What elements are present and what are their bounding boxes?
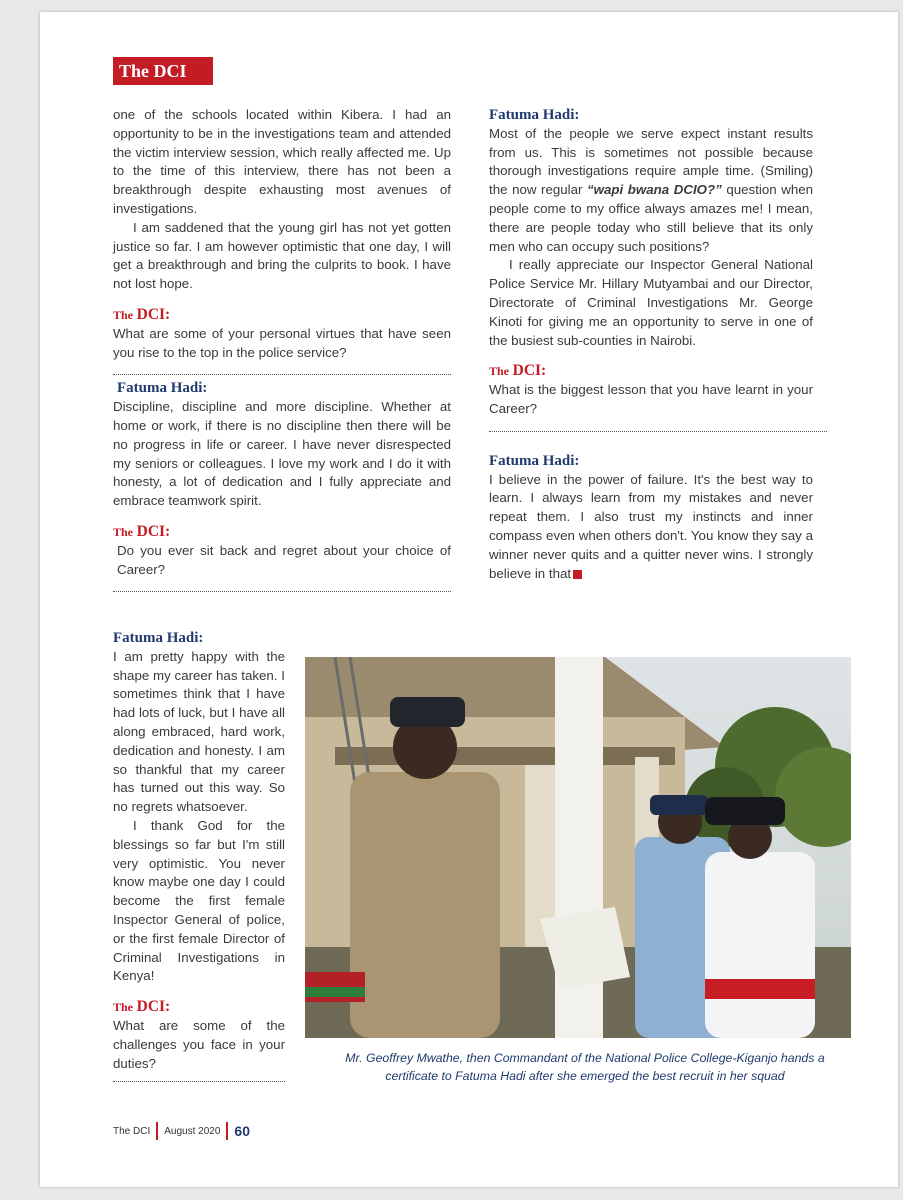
answer-text: Most of the people we serve expect instant results from us. This is sometimes not possible because thorough investigations require ample time. (Smiling) the now regular “wapi bwana DCIO?” question when people come to my office always amazes me! I mean, there are people today who still believe that its only men who can occupy such positions? <box>489 125 814 254</box>
page-number: 60 <box>234 1123 250 1139</box>
dotted-divider <box>113 591 451 592</box>
question-text: What are some of the challenges you face in your duties? <box>113 1017 285 1071</box>
question-text: What is the biggest lesson that you have learnt in your Career? <box>489 382 813 416</box>
end-mark-icon <box>573 570 582 579</box>
paragraph: I am saddened that the young girl has not yet gotten justice so far. I am however optimistic that one day, I will get a breakthrough and bring the culprits to book. I have not lost hope. <box>113 219 451 292</box>
answer-text: I thank God for the blessings so far but I'm still very optimistic. You never know maybe one day I could become the first female Inspector General of police, or the first female Director of Criminal Investigations in Kenya! <box>113 817 285 984</box>
right-column <box>489 106 813 583</box>
footer-magazine-name: The DCI <box>113 1125 151 1137</box>
question-heading: The DCI: <box>489 362 547 380</box>
paragraph: one of the schools located within Kibera. I had an opportunity to be in the investigations team and attended the victim interview session, which really affected me. Up to the time of this interview, there has not been a breakthrough despite exhausting most avenues of investigations. <box>113 107 451 216</box>
question-text: What are some of your personal virtues that have seen you rise to the top in the police service? <box>113 325 451 360</box>
question-heading: The DCI: <box>113 522 171 540</box>
question-text: Do you ever sit back and regret about your choice of Career? <box>117 542 451 577</box>
answer-heading: Fatuma Hadi: <box>489 107 580 123</box>
answer-text: I am pretty happy with the shape my career has taken. I sometimes think that I have had lots of luck, but I have all along embraced, hard work, dedication and honesty. I am so thankful that my career has turned out this way. So no regrets whatsoever. <box>113 648 285 815</box>
question-heading: The DCI: <box>113 305 171 323</box>
left-column <box>113 106 451 592</box>
answer-text: I really appreciate our Inspector General National Police Service Mr. Hillary Mutyambai and our Director, Directorate of Criminal Investigations Mr. George Kinoti for giving me an opportunity to serve in one of the busiest sub-counties in Nairobi. <box>489 257 813 348</box>
page-footer <box>113 1120 250 1142</box>
photo-caption: Mr. Geoffrey Mwathe, then Commandant of the National Police College-Kiganjo hands a certificate to Fatuma Hadi after she emerged the best recruit in her squad <box>345 1051 825 1083</box>
ceremony-photo <box>305 657 851 1038</box>
footer-divider <box>226 1122 228 1140</box>
answer-heading: Fatuma Hadi: <box>489 452 580 469</box>
left-narrow-column <box>113 629 285 1082</box>
footer-divider <box>156 1122 158 1140</box>
answer-heading: Fatuma Hadi: <box>113 630 204 646</box>
answer-heading: Fatuma Hadi: <box>117 380 208 397</box>
photo-illustration <box>305 657 851 1038</box>
quote-emphasis: “wapi bwana DCIO?” <box>587 182 722 198</box>
dotted-divider <box>113 1081 285 1082</box>
answer-text: I believe in the power of failure. It's the best way to learn. I always learn from my mistakes and never repeat them. I also trust my instincts and inner compass even when others don't. You know they say a winner never quits and a quitter never wins. I strongly believe in that <box>489 471 813 581</box>
section-badge: The DCI <box>113 57 213 85</box>
footer-date: August 2020 <box>164 1125 221 1137</box>
question-heading: The DCI: <box>113 998 171 1016</box>
answer-text: Discipline, discipline and more discipline. Whether at home or work, if there is no discipline then there will be no progress in life or career. I have never disrespected my seniors or colleagues. I love my work and I do it with honesty, a lot of dedication and I fully appreciate and embrace teamwork spirit. <box>113 399 451 509</box>
